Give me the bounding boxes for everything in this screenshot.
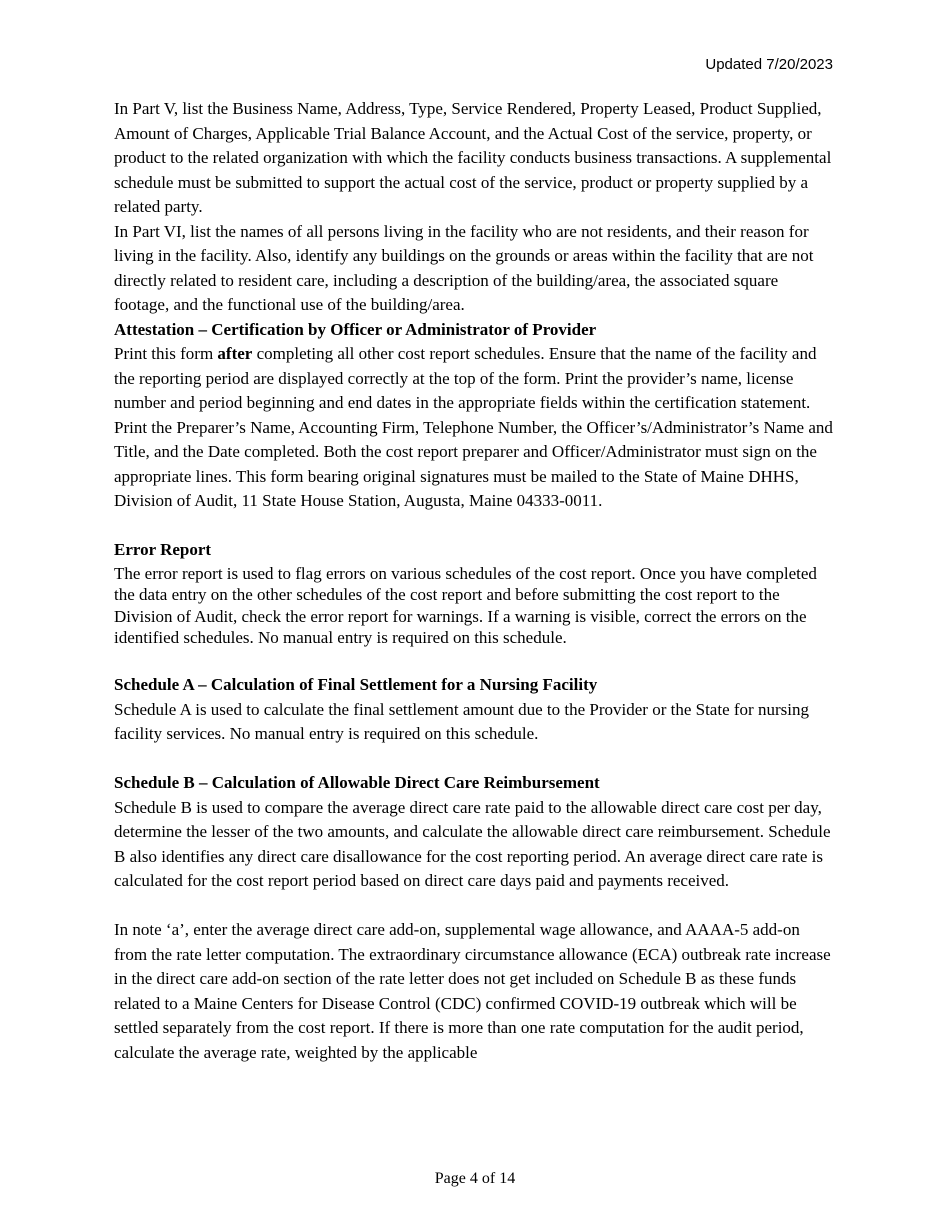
error-report-section <box>114 538 836 649</box>
part-vi-paragraph: In Part VI, list the names of all persons living in the facility who are not residents, and their reason for living in the facility. Also, identify any buildings on the grounds or areas within the facility that are not directly related to resident care, including a description of the building/area, the associated square footage, and the functional use of the building/area. <box>114 221 814 314</box>
error-report-paragraph: The error report is used to flag errors on various schedules of the cost report. Once you have completed the data entry on the other schedules of the cost report and before submitting the cost report to the Division of Audit, check the error report for warnings. If a warning is visible, correct the errors on the identified schedules. No manual entry is required on this schedule. <box>114 563 817 647</box>
schedule-b-heading: Schedule B – Calculation of Allowable Direct Care Reimbursement <box>114 773 600 792</box>
attestation-heading: Attestation – Certification by Officer or Administrator of Provider <box>114 319 597 339</box>
note-a-paragraph: In note ‘a’, enter the average direct care add-on, supplemental wage allowance, and AAAA-5 add-on from the rate letter computation. The extraordinary circumstance allowance (ECA) outbreak rate increase in the direct care add-on section of the rate letter does not get included on Schedule B as these funds related to a Maine Centers for Disease Control (CDC) confirmed COVID-19 outbreak which will be settled separately from the cost report. If there is more than one rate computation for the audit period, calculate the average rate, weighted by the applicable <box>114 920 831 1062</box>
attestation-text-after: completing all other cost report schedules. Ensure that the name of the facility and the reporting period are displayed correctly at the top of the form. Print the provider’s name, license number and period beginning and end dates in the appropriate fields within the certification statement. Print the Preparer’s Name, Accounting Firm, Telephone Number, the Officer’s/Administrator’s Name and Title, and the Date completed. Both the cost report preparer and Officer/Administrator must sign on the appropriate lines. This form bearing original signatures must be mailed to the State of Maine DHHS, Division of Audit, 11 State House Station, Augusta, Maine 04333-0011. <box>114 344 833 510</box>
error-report-heading: Error Report <box>114 540 212 559</box>
page-content <box>114 97 836 1065</box>
page-number: Page 4 of 14 <box>434 1170 516 1187</box>
schedule-b-paragraph: Schedule B is used to compare the average direct care rate paid to the allowable direct care cost per day, determine the lesser of the two amounts, and calculate the allowable direct care reimbursement. Schedule B also identifies any direct care disallowance for the cost reporting period. An average direct care rate is calculated for the cost report period based on direct care days paid and payments received. <box>114 797 831 890</box>
part-v-paragraph: In Part V, list the Business Name, Address, Type, Service Rendered, Property Leased, Product Supplied, Amount of Charges, Applicable Trial Balance Account, and the Actual Cost of the service, property, or product to the related organization with which the facility conducts business transactions. A supplemental schedule must be submitted to support the actual cost of the service, product or property supplied by a related party. <box>114 99 832 216</box>
attestation-paragraph <box>114 342 836 514</box>
attestation-bold-word: after <box>217 344 253 363</box>
schedule-a-section <box>114 673 836 747</box>
schedule-b-section <box>114 771 836 894</box>
updated-date: Updated 7/20/2023 <box>705 56 833 73</box>
schedule-a-heading: Schedule A – Calculation of Final Settlement for a Nursing Facility <box>114 675 598 694</box>
schedule-a-paragraph: Schedule A is used to calculate the final settlement amount due to the Provider or the State for nursing facility services. No manual entry is required on this schedule. <box>114 699 809 743</box>
attestation-section <box>114 318 836 514</box>
attestation-text-before: Print this form <box>114 344 218 363</box>
